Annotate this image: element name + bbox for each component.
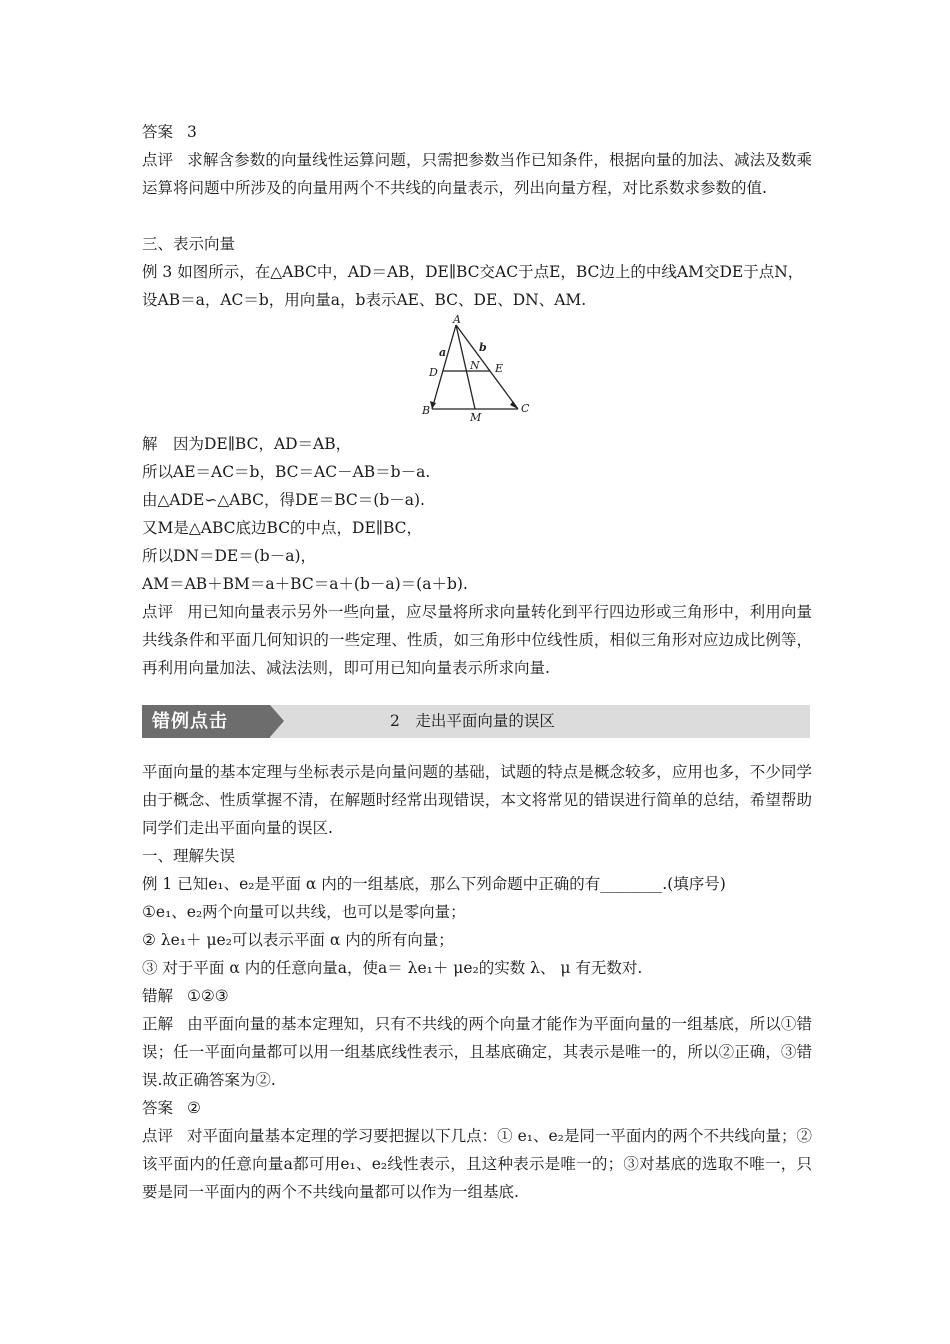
banner-tab: 错例点击 bbox=[142, 705, 270, 738]
example-3-line-1: 例 3 如图所示，在△ABC中，AD＝AB，DE∥BC交AC于点E，BC边上的中线AM交DE于点N， bbox=[142, 263, 804, 281]
solution-line: AM＝AB＋BM＝a＋BC＝a＋(b－a)＝(a＋b). bbox=[142, 575, 468, 593]
section-heading-1: 一、理解失误 bbox=[142, 847, 236, 865]
arrow-c bbox=[510, 401, 518, 409]
banner-notch bbox=[270, 705, 284, 737]
comment-text: 求解含参数的向量线性运算问题，只需把参数当作已知条件，根据向量的加法、减法及数乘运算将问题中所涉及的向量用两个不共线的向量表示，列出向量方程，对比系数求参数的值. bbox=[142, 151, 812, 197]
example-1-item: ①e₁、e₂两个向量可以共线，也可以是零向量； bbox=[142, 903, 466, 921]
comment-paragraph-top bbox=[142, 146, 812, 202]
solution-line: 解 因为DE∥BC，AD＝AB， bbox=[142, 435, 352, 453]
triangle-figure bbox=[410, 313, 540, 431]
article-intro: 平面向量的基本定理与坐标表示是向量问题的基础，试题的特点是概念较多，应用也多，不少同学由于概念、性质掌握不清，在解题时经常出现错误，本文将常见的错误进行简单的总结，希望帮助同学们走出平面向量的误区. bbox=[142, 763, 812, 837]
label-m-point: M bbox=[470, 411, 482, 424]
comment-text: 用已知向量表示另外一些向量，应尽量将所求向量转化到平行四边形或三角形中，利用向量共线条件和平面几何知识的一些定理、性质，如三角形中位线性质，相似三角形对应边成比例等，再利用向量加法、减法法则，即可用已知向量表示所求向量. bbox=[142, 603, 812, 677]
wrong-answer bbox=[142, 982, 812, 1010]
comment-paragraph-bottom bbox=[142, 1122, 812, 1206]
example-3-line-2: 设AB＝a，AC＝b，用向量a，b表示AE、BC、DE、DN、AM. bbox=[142, 291, 587, 309]
solution-line: 所以DN＝DE＝(b－a)， bbox=[142, 547, 316, 565]
solution-line: 又M是△ABC底边BC的中点，DE∥BC， bbox=[142, 519, 422, 537]
solution-line: 所以AE＝AC＝b，BC＝AC－AB＝b－a. bbox=[142, 463, 431, 481]
label-d-point: D bbox=[429, 366, 438, 379]
answer-block-top bbox=[142, 118, 812, 146]
label-vector-a: a bbox=[439, 346, 447, 359]
comment-text: 对平面向量基本定理的学习要把握以下几点：① e₁、e₂是同一平面内的两个不共线向量；②该平面内的任意向量a都可用e₁、e₂线性表示，且这种表示是唯一的；③对基底的选取不唯一，只要是同一平面内的两个不共线向量都可以作为一组基底. bbox=[142, 1127, 812, 1201]
section-banner bbox=[142, 705, 810, 738]
comment-label: 点评 bbox=[142, 151, 174, 169]
example-1-item: ② λe₁＋ μe₂可以表示平面 α 内的所有向量； bbox=[142, 931, 454, 949]
answer-value: ② bbox=[187, 1099, 201, 1117]
comment-paragraph-2 bbox=[142, 598, 812, 682]
solution-line: 由△ADE∽△ABC，得DE＝BC＝(b－a). bbox=[142, 491, 425, 509]
answer-value: 3 bbox=[187, 123, 197, 141]
correct-label: 正解 bbox=[142, 1015, 174, 1033]
answer-block-bottom bbox=[142, 1094, 812, 1122]
label-c-point: C bbox=[521, 402, 530, 415]
solution-block bbox=[142, 430, 812, 598]
example-1 bbox=[142, 870, 812, 1010]
label-vector-b: b bbox=[479, 341, 487, 354]
example-1-stem: 例 1 已知e₁、e₂是平面 α 内的一组基底，那么下列命题中正确的有________.(填序号) bbox=[142, 875, 726, 893]
label-n-point: N bbox=[470, 359, 480, 372]
comment-label: 点评 bbox=[142, 1127, 174, 1145]
answer-label: 答案 bbox=[142, 123, 174, 141]
banner-title: 2 走出平面向量的误区 bbox=[390, 712, 555, 730]
comment-label: 点评 bbox=[142, 603, 174, 621]
wrong-label: 错解 bbox=[142, 987, 174, 1005]
example-3 bbox=[142, 258, 812, 314]
correct-text: 由平面向量的基本定理知，只有不共线的两个向量才能作为平面向量的一组基底，所以①错误；任一平面向量都可以用一组基底线性表示，且基底确定，其表示是唯一的，所以②正确，③错误.故正确答案为②. bbox=[142, 1015, 812, 1089]
answer-label: 答案 bbox=[142, 1099, 174, 1117]
label-a-point: A bbox=[453, 313, 461, 326]
correct-solution bbox=[142, 1010, 812, 1094]
example-1-item: ③ 对于平面 α 内的任意向量a，使a＝ λe₁＋ μe₂的实数 λ、 μ 有无数对. bbox=[142, 959, 643, 977]
label-b-point: B bbox=[422, 404, 431, 417]
wrong-value: ①②③ bbox=[187, 987, 229, 1005]
label-e-point: E bbox=[495, 362, 504, 375]
section-heading-3: 三、表示向量 bbox=[142, 235, 236, 253]
